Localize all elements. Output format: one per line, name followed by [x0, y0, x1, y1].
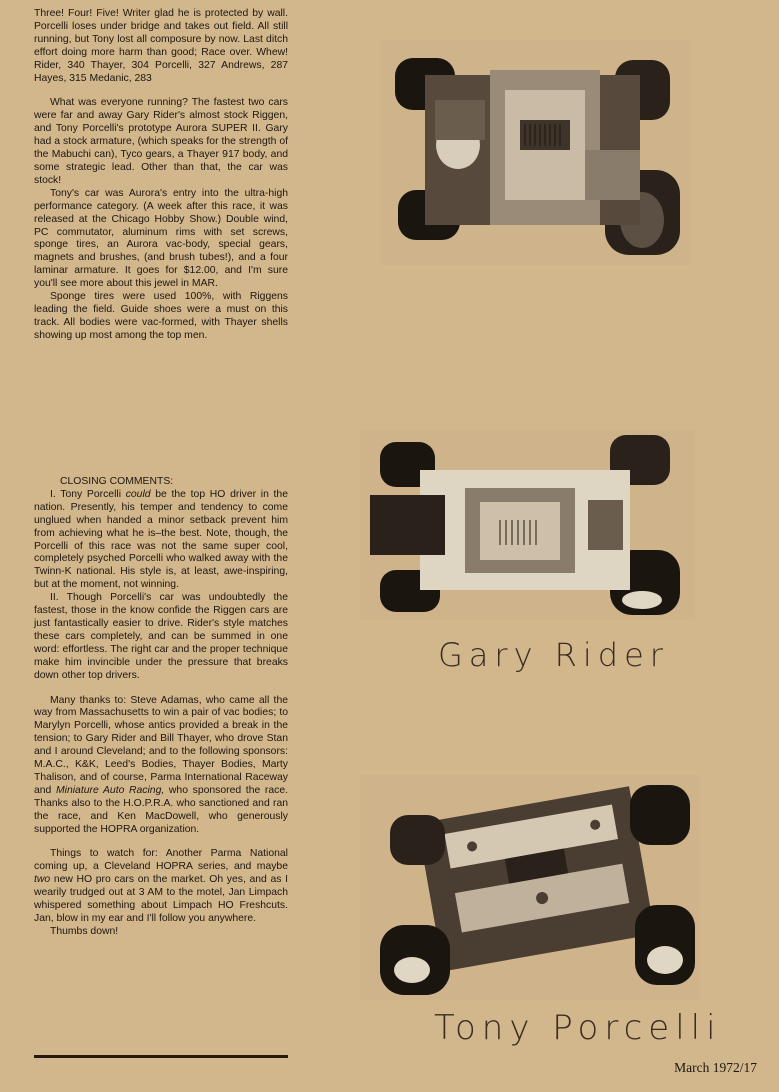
text-column-left-top: [34, 8, 288, 343]
comment-one-paragraph: I. Tony Porcelli could be the top HO driver in the nation. Presently, his temper and tendency to come unglued when handed a minor setback prevent him from achieving what he is–the best. Note, though, the Porcelli of this race was not the same super cool, completely psyched Porcelli who walked away with the Twinn-K national. His style is, at least, awe-inspiring, but at the moment, not winning.: [34, 488, 288, 591]
race-finish-paragraph: Three! Four! Five! Writer glad he is protected by wall. Porcelli loses under bridge and takes out field. All still running, but Tony lost all composure by now. Last ditch effort doing more harm than good; Race over. Whew! Rider, 340 Thayer, 304 Porcelli, 327 Andrews, 287 Hayes, 315 Medanic, 283: [34, 8, 288, 84]
tony-car-paragraph: Tony's car was Aurora's entry into the ultra-high performance category. (A week after this race, it was released at the Chicago Hobby Show.) Double wind, PC commutator, aluminum rims with set screws, sponge tires, an Aurora vac-body, special gears, magnets and brushes, (and brush tubes!), and a four laminar armature. It goes for $12.00, and I'm sure you'll see more about this jewel in MAR.: [34, 187, 288, 290]
page-folio: March 1972/17: [674, 1060, 757, 1075]
chassis-photo-2: [360, 430, 695, 620]
chassis-photo-3: [360, 775, 700, 1000]
caption-gary-rider-2: Gary Rider: [438, 636, 669, 674]
comment-two-paragraph: II. Though Porcelli's car was undoubtedly the fastest, those in the know confide the Riggen cars are just fantastically easier to drive. Rider's style matches these cars completely, and can be summed in one word: effortless. The right car and the proper technique make him invincible under the pressure that breaks down other top drivers.: [34, 592, 288, 681]
tire-front-right: [630, 785, 690, 845]
closing-comments-heading: CLOSING COMMENTS:: [60, 476, 174, 487]
tire-front-left: [390, 815, 445, 865]
sign-off-line: Thumbs down!: [50, 925, 119, 937]
caption-tony-porcelli: Tony Porcelli: [434, 1008, 722, 1048]
cars-paragraph: What was everyone running? The fastest two cars were far and away Gary Rider's almost stock Riggen, and Tony Porcelli's prototype Aurora SUPER II. Gary had a stock armature, (which speaks for the strength of the Mabuchi can), Tyco gears, a Thayer 917 body, and some strategic lead. Other than that, the car was stock!: [34, 97, 288, 186]
chassis-photo-1: [380, 40, 690, 265]
text-column-left-bottom: [34, 476, 288, 939]
column-end-rule: [34, 1055, 288, 1058]
tires-paragraph: Sponge tires were used 100%, with Riggens leading the field. Guide shoes were a must on this track. All bodies were vac-formed, with Thayer shells showing up most among the top men.: [34, 291, 288, 341]
things-to-watch-paragraph: Things to watch for: Another Parma National coming up, a Cleveland HOPRA series, and maybe two new HO pro cars on the market. Oh yes, and as I wearily trudged out at 3 AM to the motel, Jan Limpach whispered something about Limpach HO Freshcuts. Jan, blow in my ear and I'll follow you anywhere.: [34, 848, 288, 924]
thanks-paragraph: Many thanks to: Steve Adamas, who came all the way from Massachusetts to win a pair of vac bodies; to Marylyn Porcelli, whose antics provided a break in the tension; to Gary Rider and Bill Thayer, who drove Stan and I around Cleveland; and to the following sponsors: M.A.C., K&K, Leed's Bodies, Thayer Bodies, Marty Thalison, and of course, Parma International Raceway and Miniature Auto Racing, who sponsored the race. Thanks also to the H.O.P.R.A. who sanctioned and ran the race, and Ken MacDowell, who generously supported the HOPRA organization.: [34, 694, 288, 835]
